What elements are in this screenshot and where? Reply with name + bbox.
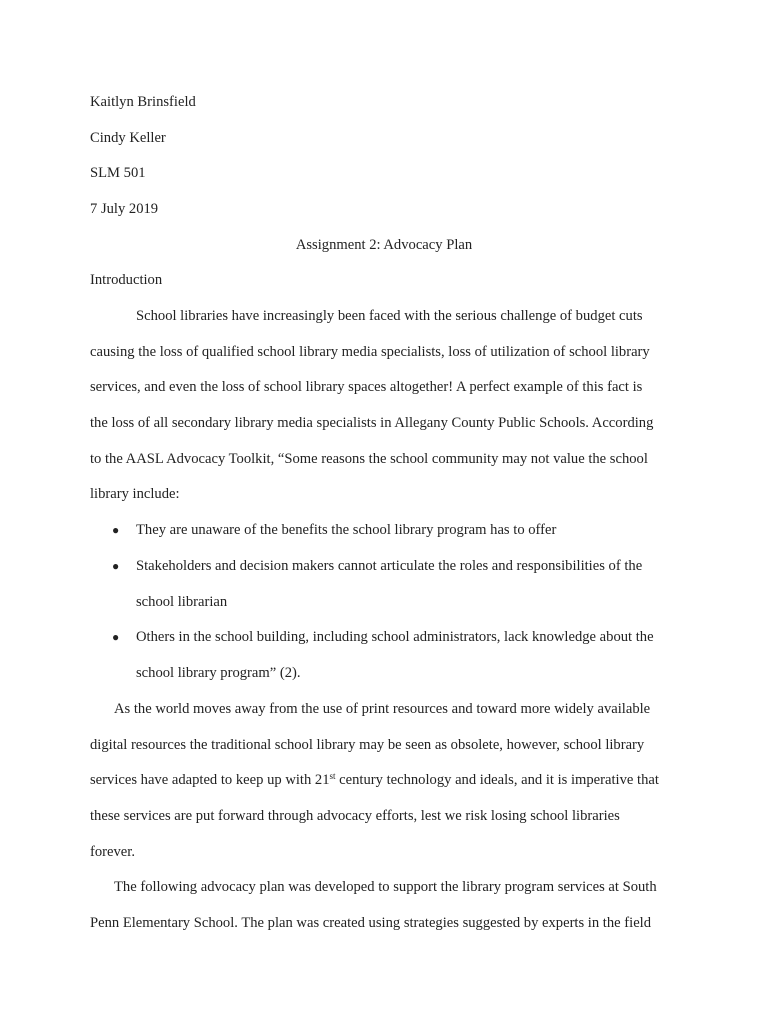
- student-name: Kaitlyn Brinsfield: [90, 94, 196, 110]
- paragraph-line: the loss of all secondary library media specialists in Allegany County Public Schools. According: [90, 415, 654, 431]
- ordinal-suffix: st: [329, 771, 336, 781]
- course-code: SLM 501: [90, 165, 146, 181]
- paragraph-line: causing the loss of qualified school library media specialists, loss of utilization of school library: [90, 344, 650, 360]
- text-run: services have adapted to keep up with 21: [90, 772, 330, 788]
- paragraph-line: these services are put forward through advocacy efforts, lest we risk losing school libraries: [90, 808, 620, 824]
- paragraph-line: to the AASL Advocacy Toolkit, “Some reasons the school community may not value the school: [90, 451, 648, 467]
- bullet-icon: ●: [112, 630, 120, 644]
- bullet-icon: ●: [112, 523, 120, 537]
- paragraph-line: digital resources the traditional school library may be seen as obsolete, however, school library: [90, 737, 645, 753]
- paragraph-line: [90, 771, 659, 789]
- instructor-name: Cindy Keller: [90, 130, 166, 146]
- bullet-icon: ●: [112, 559, 120, 573]
- list-item-text: Stakeholders and decision makers cannot articulate the roles and responsibilities of the: [136, 558, 643, 574]
- paragraph-line: The following advocacy plan was developed to support the library program services at South: [114, 879, 657, 895]
- paragraph-line: As the world moves away from the use of print resources and toward more widely available: [114, 701, 651, 717]
- list-item-text: school library program” (2).: [136, 665, 301, 681]
- paragraph-line: School libraries have increasingly been faced with the serious challenge of budget cuts: [136, 308, 643, 324]
- text-run: century technology and ideals, and it is imperative that: [335, 772, 659, 788]
- list-item-text: school librarian: [136, 594, 228, 610]
- paragraph-line: library include:: [90, 486, 180, 502]
- list-item-text: Others in the school building, including school administrators, lack knowledge about the: [136, 629, 654, 645]
- paragraph-line: Penn Elementary School. The plan was created using strategies suggested by experts in the field: [90, 915, 652, 931]
- date: 7 July 2019: [90, 201, 159, 217]
- section-heading: Introduction: [90, 272, 163, 288]
- page-title: Assignment 2: Advocacy Plan: [295, 237, 473, 253]
- list-item-text: They are unaware of the benefits the school library program has to offer: [136, 522, 557, 538]
- paragraph-line: services, and even the loss of school library spaces altogether! A perfect example of this fact is: [90, 379, 643, 395]
- paragraph-line: forever.: [90, 844, 135, 860]
